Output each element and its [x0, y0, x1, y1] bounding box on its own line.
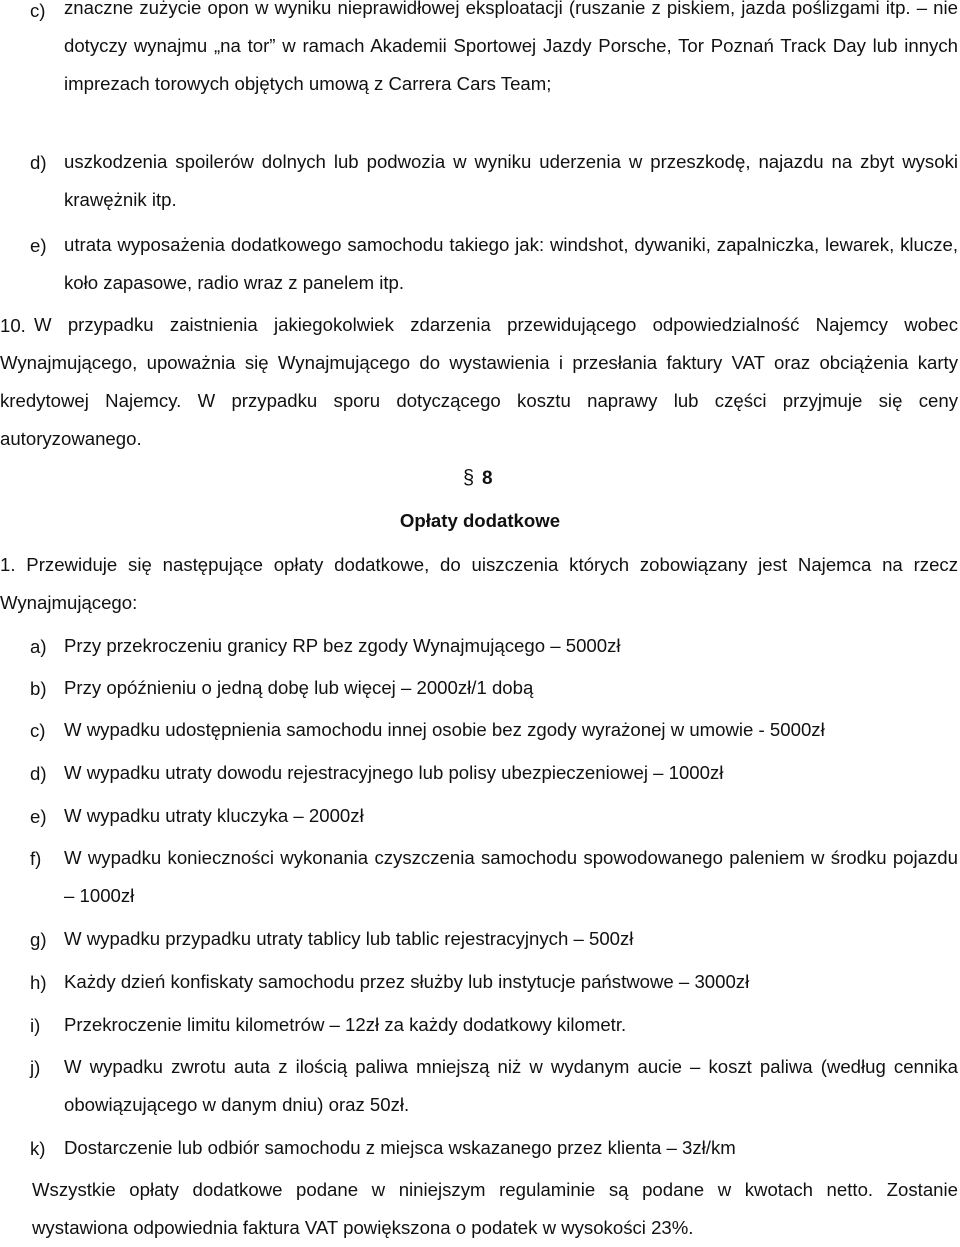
fee-text: W wypadku udostępnienia samochodu innej osobie bez zgody wyrażonej w umowie - 5000zł — [64, 719, 825, 740]
fee-text: W wypadku utraty kluczyka – 2000zł — [64, 805, 364, 826]
list-marker: c) — [30, 720, 46, 741]
point-10-text — [0, 306, 958, 458]
list-marker: h) — [30, 972, 47, 993]
fee-text: Przy przekroczeniu granicy RP bez zgody Wynajmującego – 5000zł — [64, 635, 621, 656]
point-marker: 10. — [0, 315, 26, 336]
point-10-body: W przypadku zaistnienia jakiegokolwiek zdarzenia przewidującego odpowiedzialność Najemcy wobec Wynajmującego, upoważnia się Wynajmującego do wystawienia i przesłania faktury VAT oraz obciążenia karty kredytowej Najemcy. W przypadku sporu dotyczącego kosztu naprawy lub części przyjmuje się ceny autoryzowanego. — [0, 314, 958, 449]
list-marker: b) — [30, 678, 47, 699]
list-marker: j) — [30, 1057, 41, 1078]
section-number: 8 — [482, 468, 493, 489]
fee-item-e — [30, 797, 958, 835]
list-marker: e) — [30, 235, 47, 256]
list-item-d — [30, 143, 958, 219]
fee-text: Każdy dzień konfiskaty samochodu przez służby lub instytucje państwowe – 3000zł — [64, 971, 750, 992]
section-sign: § — [463, 467, 475, 489]
list-item-text: znaczne zużycie opon w wyniku nieprawidłowej eksploatacji (ruszanie z piskiem, jazda poślizgami itp. – nie dotyczy wynajmu „na tor” w ramach Akademii Sportowej Jazdy Porsche, Tor Poznań Track Day lub innych imprezach torowych objętych umową z Carrera Cars Team; — [64, 0, 958, 94]
fee-text: Dostarczenie lub odbiór samochodu z miejsca wskazanego przez klienta – 3zł/km — [64, 1137, 736, 1158]
closing-paragraph: Wszystkie opłaty dodatkowe podane w niniejszym regulaminie są podane w kwotach netto. Zostanie wystawiona odpowiednia faktura VAT powiększona o podatek w wysokości 23%. — [32, 1179, 958, 1238]
list-marker: k) — [30, 1138, 46, 1159]
fee-item-b — [30, 669, 958, 707]
fee-item-h — [30, 963, 958, 1001]
fee-item-f — [30, 839, 958, 915]
fee-text: Przekroczenie limitu kilometrów – 12zł za każdy dodatkowy kilometr. — [64, 1014, 627, 1035]
fee-item-d — [30, 754, 958, 792]
list-marker: d) — [30, 763, 47, 784]
list-marker: g) — [30, 929, 47, 950]
fee-item-a — [30, 627, 958, 665]
fee-text: W wypadku konieczności wykonania czyszczenia samochodu spowodowanego paleniem w środku pojazdu – 1000zł — [64, 847, 958, 906]
fee-text: W wypadku utraty dowodu rejestracyjnego lub polisy ubezpieczeniowej – 1000zł — [64, 762, 724, 783]
fees-intro: 1. Przewiduje się następujące opłaty dodatkowe, do uiszczenia których zobowiązany jest Najemca na rzecz Wynajmującego: — [0, 554, 958, 613]
fee-item-i — [30, 1006, 958, 1044]
list-item-text: uszkodzenia spoilerów dolnych lub podwozia w wyniku uderzenia w przeszkodę, najazdu na zbyt wysoki krawężnik itp. — [64, 151, 958, 210]
section-title: Opłaty dodatkowe — [399, 510, 561, 531]
fee-item-k — [30, 1129, 958, 1167]
list-marker: f) — [30, 848, 42, 869]
fee-item-g — [30, 920, 958, 958]
list-item-text: utrata wyposażenia dodatkowego samochodu takiego jak: windshot, dywaniki, zapalniczka, lewarek, klucze, koło zapasowe, radio wraz z panelem itp. — [64, 234, 958, 293]
fee-item-c — [30, 711, 958, 749]
list-marker: a) — [30, 636, 47, 657]
fee-text: Przy opóźnieniu o jedną dobę lub więcej – 2000zł/1 dobą — [64, 677, 534, 698]
point-10 — [0, 306, 958, 458]
fee-text: W wypadku przypadku utraty tablicy lub tablic rejestracyjnych – 500zł — [64, 928, 634, 949]
list-item-c — [30, 0, 958, 103]
list-marker: c) — [30, 0, 46, 21]
list-marker: d) — [30, 152, 47, 173]
list-marker: e) — [30, 806, 47, 827]
fee-text: W wypadku zwrotu auta z ilością paliwa mniejszą niż w wydanym aucie – koszt paliwa (według cennika obowiązującego w danym dniu) oraz 50zł. — [64, 1056, 958, 1115]
fee-item-j — [30, 1048, 958, 1124]
list-item-e — [30, 226, 958, 302]
list-marker: i) — [30, 1015, 41, 1036]
